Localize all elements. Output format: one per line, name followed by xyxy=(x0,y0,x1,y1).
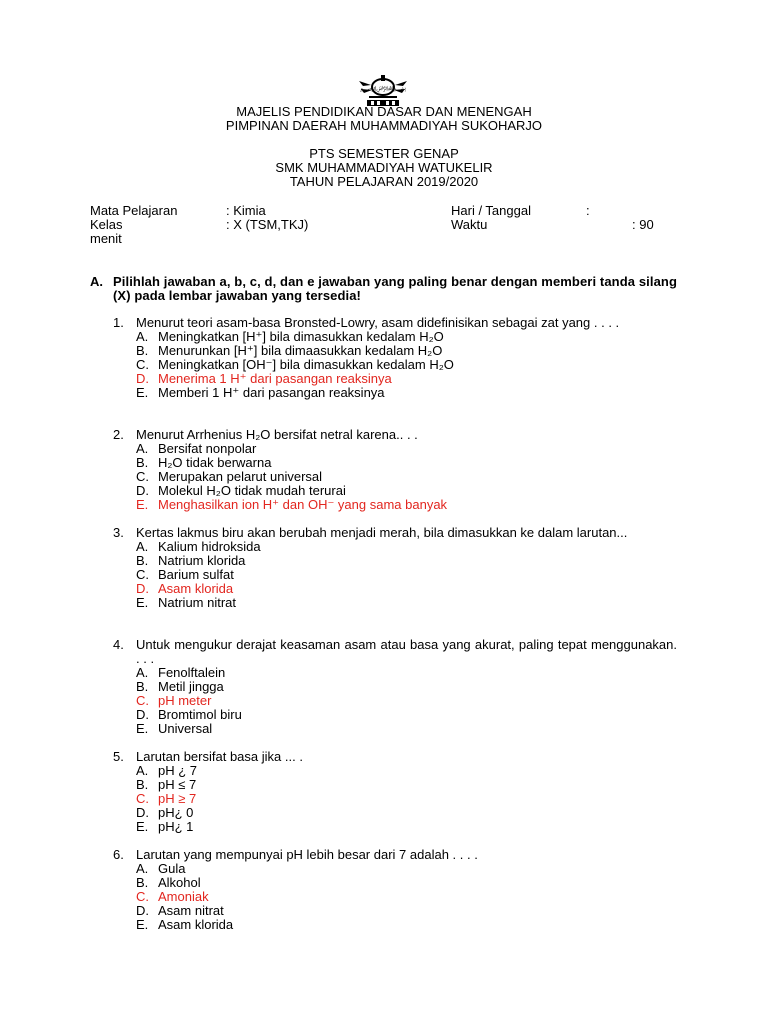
option-text: Barium sulfat xyxy=(158,567,234,582)
option-letter: E. xyxy=(136,385,149,400)
answer-option xyxy=(136,540,261,554)
option-letter: A. xyxy=(136,861,149,876)
answer-option xyxy=(136,680,224,694)
answer-option xyxy=(136,596,236,610)
answer-option xyxy=(136,484,346,498)
option-letter: E. xyxy=(136,595,149,610)
question-number: 3. xyxy=(113,525,124,540)
answer-option xyxy=(136,708,242,722)
header-line-5: TAHUN PELAJARAN 2019/2020 xyxy=(289,174,479,189)
option-text: pH ¿ 7 xyxy=(158,763,198,778)
question-text: Kertas lakmus biru akan berubah menjadi merah, bila dimasukkan ke dalam larutan... xyxy=(136,525,628,540)
option-text: Gula xyxy=(158,861,186,876)
option-text: Menurunkan [H⁺] bila dimaasukkan kedalam H₂O xyxy=(158,343,443,358)
answer-option xyxy=(136,806,193,820)
hari-label: Hari / Tanggal xyxy=(451,203,531,218)
answer-option xyxy=(136,918,233,932)
question-number: 2. xyxy=(113,427,124,442)
option-text: H₂O tidak berwarna xyxy=(158,455,272,470)
option-text: Menerima 1 H⁺ dari pasangan reaksinya xyxy=(158,371,392,386)
question-number: 5. xyxy=(113,749,124,764)
answer-option xyxy=(136,456,271,470)
header-line-2: PIMPINAN DAERAH MUHAMMADIYAH SUKOHARJO xyxy=(225,118,543,133)
option-text: Asam klorida xyxy=(158,917,234,932)
option-text: Natrium nitrat xyxy=(158,595,237,610)
option-letter: B. xyxy=(136,455,149,470)
option-text: Kalium hidroksida xyxy=(158,539,261,554)
question-number: 1. xyxy=(113,315,124,330)
answer-option xyxy=(136,358,454,372)
option-letter: E. xyxy=(136,917,149,932)
option-text: Natrium klorida xyxy=(158,553,246,568)
question-number: 6. xyxy=(113,847,124,862)
answer-option xyxy=(136,862,185,876)
option-letter: D. xyxy=(136,903,149,918)
option-text: Bersifat nonpolar xyxy=(158,441,257,456)
header-line-3: PTS SEMESTER GENAP xyxy=(309,146,459,161)
option-text: Memberi 1 H⁺ dari pasangan reaksinya xyxy=(158,385,385,400)
exam-header xyxy=(0,147,768,189)
option-letter: D. xyxy=(136,581,149,596)
answer-option xyxy=(136,568,234,582)
option-text: Menghasilkan ion H⁺ dan OH⁻ yang sama banyak xyxy=(158,497,448,512)
option-letter: A. xyxy=(136,539,149,554)
option-letter: A. xyxy=(136,763,149,778)
section-instruction: Pilihlah jawaban a, b, c, d, dan e jawaban yang paling benar dengan memberi tanda silang (X) pada lembar jawaban yang tersedia! xyxy=(113,274,677,303)
answer-option xyxy=(136,890,209,904)
answer-option xyxy=(136,778,196,792)
option-letter: A. xyxy=(136,441,149,456)
option-letter: A. xyxy=(136,329,149,344)
question-text: Larutan bersifat basa jika ... . xyxy=(136,749,303,764)
header-line-1: MAJELIS PENDIDIKAN DASAR DAN MENENGAH xyxy=(236,104,532,119)
option-letter: C. xyxy=(136,693,149,708)
option-text: Fenolftalein xyxy=(158,665,226,680)
hari-value: : xyxy=(586,203,590,218)
option-text: Bromtimol biru xyxy=(158,707,242,722)
option-letter: C. xyxy=(136,889,149,904)
option-letter: D. xyxy=(136,707,149,722)
option-text: pH¿ 1 xyxy=(158,819,194,834)
answer-option xyxy=(136,554,245,568)
answer-option xyxy=(136,470,322,484)
option-letter: A. xyxy=(136,665,149,680)
option-text: Merupakan pelarut universal xyxy=(158,469,323,484)
option-text: Asam klorida xyxy=(158,581,234,596)
answer-option xyxy=(136,876,201,890)
option-letter: C. xyxy=(136,357,149,372)
option-letter: B. xyxy=(136,553,149,568)
option-text: pH ≤ 7 xyxy=(158,777,197,792)
svg-text:﷽: ﷽ xyxy=(359,85,407,92)
header-line-4: SMK MUHAMMADIYAH WATUKELIR xyxy=(275,160,493,175)
option-text: pH meter xyxy=(158,693,212,708)
answer-option xyxy=(136,764,197,778)
answer-option xyxy=(136,386,385,400)
answer-option xyxy=(136,442,256,456)
option-letter: B. xyxy=(136,343,149,358)
option-letter: D. xyxy=(136,805,149,820)
kelas-value: : X (TSM,TKJ) xyxy=(226,217,309,232)
option-text: Amoniak xyxy=(158,889,209,904)
option-letter: B. xyxy=(136,679,149,694)
option-letter: E. xyxy=(136,497,149,512)
option-letter: C. xyxy=(136,791,149,806)
section-letter: A. xyxy=(90,274,103,289)
waktu-value: : 90 xyxy=(632,217,654,232)
answer-option xyxy=(136,904,224,918)
question-text: Larutan yang mempunyai pH lebih besar dari 7 adalah . . . . xyxy=(136,847,478,862)
option-letter: B. xyxy=(136,777,149,792)
answer-option xyxy=(136,344,442,358)
waktu-label: Waktu xyxy=(451,217,488,232)
waktu-unit: menit xyxy=(90,231,122,246)
kelas-label: Kelas xyxy=(90,217,123,232)
answer-option xyxy=(136,330,444,344)
option-letter: C. xyxy=(136,567,149,582)
option-text: Alkohol xyxy=(158,875,201,890)
option-text: pH ≥ 7 xyxy=(158,791,197,806)
option-text: Metil jingga xyxy=(158,679,224,694)
institution-header xyxy=(0,105,768,133)
option-text: Molekul H₂O tidak mudah terurai xyxy=(158,483,346,498)
answer-option xyxy=(136,666,225,680)
option-letter: E. xyxy=(136,819,149,834)
option-letter: C. xyxy=(136,469,149,484)
option-text: Asam nitrat xyxy=(158,903,224,918)
answer-option xyxy=(136,722,212,736)
question-text: Untuk mengukur derajat keasaman asam atau basa yang akurat, paling tepat menggunakan. . . . xyxy=(136,637,677,666)
mapel-value: : Kimia xyxy=(226,203,266,218)
answer-option xyxy=(136,498,447,512)
answer-option xyxy=(136,820,193,834)
option-text: Meningkatkan [H⁺] bila dimasukkan kedalam H₂O xyxy=(158,329,444,344)
option-letter: B. xyxy=(136,875,149,890)
mapel-label: Mata Pelajaran xyxy=(90,203,178,218)
question-number: 4. xyxy=(113,637,124,652)
answer-option xyxy=(136,372,392,386)
question-text: Menurut Arrhenius H₂O bersifat netral karena.. . . xyxy=(136,427,418,442)
option-letter: D. xyxy=(136,371,149,386)
answer-option xyxy=(136,694,211,708)
question-text: Menurut teori asam-basa Bronsted-Lowry, asam didefinisikan sebagai zat yang . . . . xyxy=(136,315,620,330)
option-letter: D. xyxy=(136,483,149,498)
option-text: Meningkatkan [OH⁻] bila dimasukkan kedalam H₂O xyxy=(158,357,454,372)
answer-option xyxy=(136,792,196,806)
option-text: pH¿ 0 xyxy=(158,805,194,820)
option-letter: E. xyxy=(136,721,149,736)
option-text: Universal xyxy=(158,721,213,736)
answer-option xyxy=(136,582,233,596)
